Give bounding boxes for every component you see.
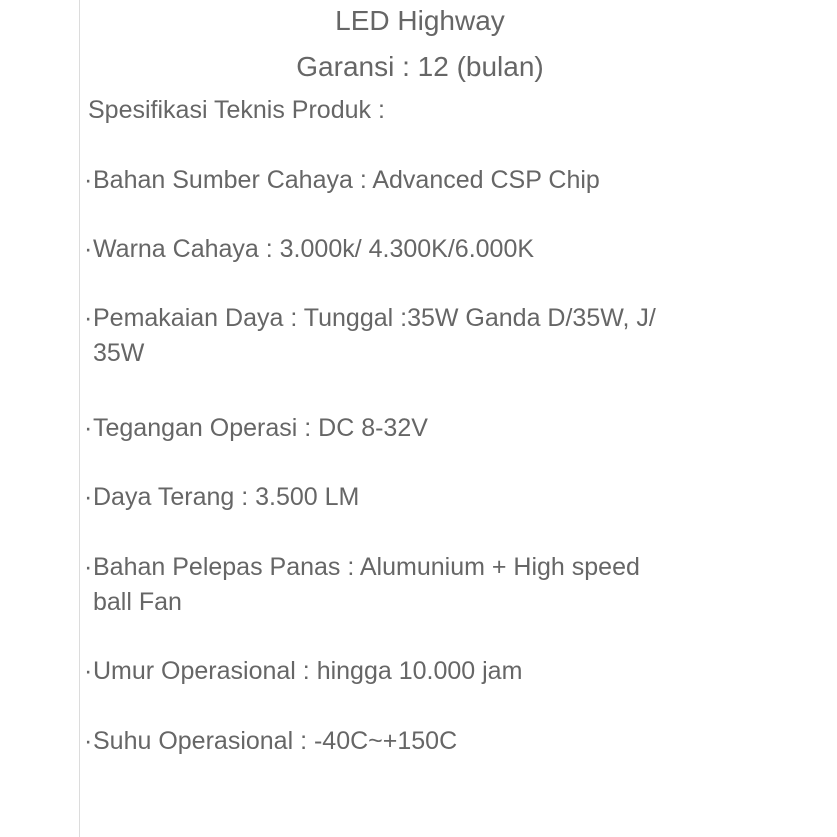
warranty-text: Garansi : 12 (bulan) xyxy=(296,51,544,82)
spec-heading: Spesifikasi Teknis Produk : xyxy=(88,96,385,124)
spec-item-operating-temperature xyxy=(84,724,457,759)
spec-item-operating-voltage xyxy=(84,411,428,446)
spec-text: Daya Terang : 3.500 LM xyxy=(93,483,360,511)
spec-text: Bahan Pelepas Panas : Alumunium + High speed xyxy=(93,553,640,581)
spec-text: Pemakaian Daya : Tunggal :35W Ganda D/35W, J/ xyxy=(93,304,656,332)
bullet-icon: · xyxy=(84,166,93,194)
spec-item-heat-dissipation xyxy=(84,550,640,620)
spec-item-lifespan xyxy=(84,654,522,689)
bullet-icon: · xyxy=(84,553,93,581)
bullet-icon: · xyxy=(84,304,93,332)
bullet-icon: · xyxy=(84,235,93,263)
spec-text: Suhu Operasional : -40C~+150C xyxy=(93,727,458,755)
spec-text: Tegangan Operasi : DC 8-32V xyxy=(93,414,428,442)
spec-item-power-usage xyxy=(84,301,656,371)
product-title: LED Highway xyxy=(335,5,505,36)
bullet-icon: · xyxy=(84,483,93,511)
spec-text: Warna Cahaya : 3.000k/ 4.300K/6.000K xyxy=(93,235,535,263)
spec-item-light-source xyxy=(84,163,600,198)
bullet-icon: · xyxy=(84,657,93,685)
bullet-icon: · xyxy=(84,727,93,755)
left-border-line xyxy=(79,0,80,837)
spec-text-continued: ball Fan xyxy=(93,588,182,616)
spec-text-continued: 35W xyxy=(93,339,145,367)
bullet-icon: · xyxy=(84,414,93,442)
spec-item-light-color xyxy=(84,232,534,267)
spec-text: Umur Operasional : hingga 10.000 jam xyxy=(93,657,523,685)
spec-item-luminous-output xyxy=(84,480,359,515)
spec-text: Bahan Sumber Cahaya : Advanced CSP Chip xyxy=(93,166,600,194)
